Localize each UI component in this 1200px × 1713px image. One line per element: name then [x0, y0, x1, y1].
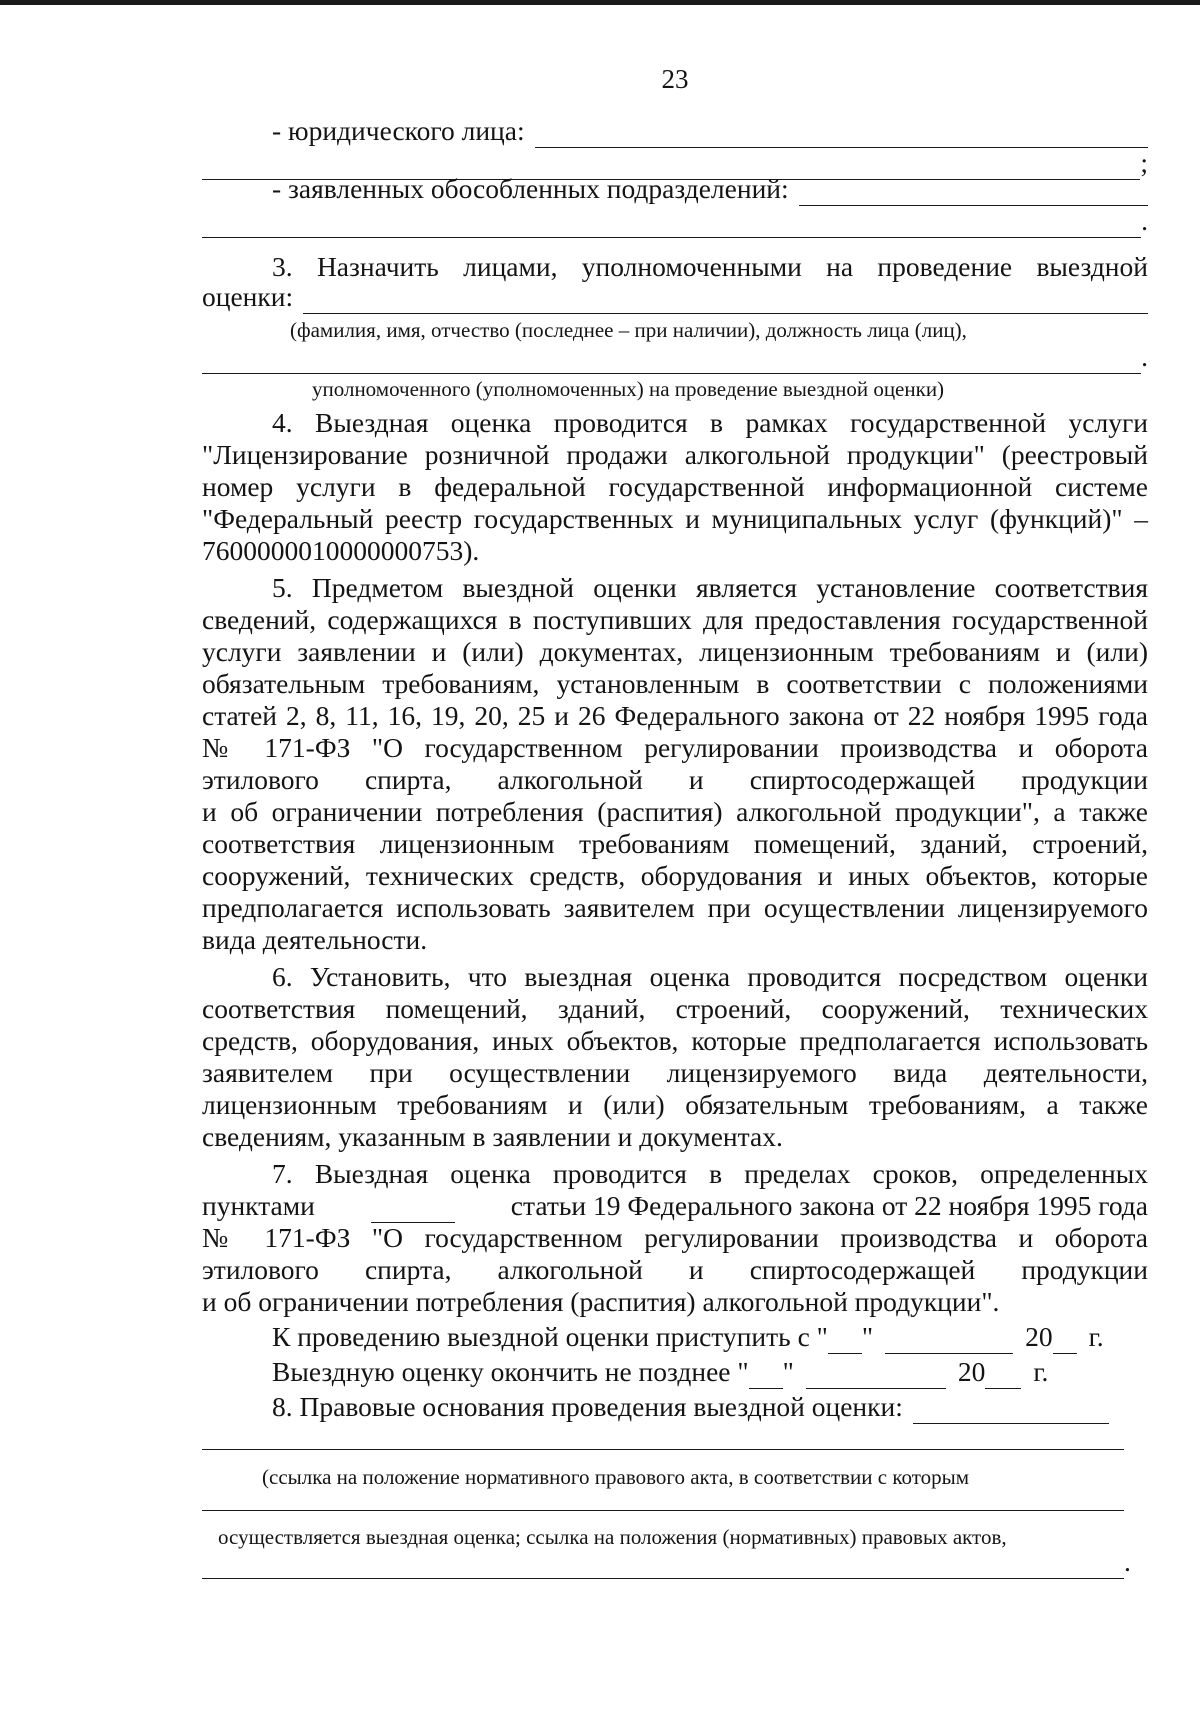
item5-line: услуги заявлении и (или) документах, лицензионным требованиям и (или)	[202, 636, 1148, 667]
legal-basis-blank-line	[202, 1424, 1124, 1450]
item3-blank	[303, 288, 1148, 314]
end-month-blank	[806, 1363, 946, 1389]
item3-line: 3. Назначить лицами, уполномоченными на проведение выездной	[272, 251, 1148, 282]
legal-basis-caption: (ссылка на положение нормативного правового акта, в соответствии с которым	[262, 1465, 970, 1489]
start-date-label: К проведению выездной оценки приступить с "	[272, 1321, 828, 1352]
end-year-suffix: г.	[1033, 1356, 1049, 1387]
item4-line: 4. Выездная оценка проводится в рамках государственной услуги	[272, 407, 1148, 438]
item5-line: соответствия лицензионным требованиям помещений, зданий, строений,	[202, 828, 1148, 859]
item7-clauses-label: пунктами	[202, 1190, 315, 1221]
legal-basis-continuation	[202, 1424, 1148, 1450]
item5-line: обязательным требованиям, установленным в соответствии с положениями	[202, 668, 1148, 699]
legal-entity-blank	[535, 122, 1148, 148]
end-date-line	[202, 1355, 1148, 1389]
subdivisions-blank	[799, 180, 1148, 206]
item6-line: заявителем при осуществлении лицензируемого вида деятельности,	[202, 1057, 1148, 1088]
legal-entity-field	[202, 114, 1148, 148]
item5-line: сведений, содержащихся в поступивших для предоставления государственной	[202, 604, 1148, 635]
end-date-label: Выездную оценку окончить не позднее "	[272, 1356, 749, 1387]
item5-line: статей 2, 8, 11, 16, 19, 20, 25 и 26 Федерального закона от 22 ноября 1995 года	[202, 700, 1148, 731]
start-month-blank	[885, 1328, 1013, 1354]
subdivisions-continuation	[202, 204, 1148, 238]
legal-basis-blank-line-2	[202, 1485, 1124, 1511]
legal-entity-label: - юридического лица:	[272, 115, 525, 146]
item6-line: лицензионным требованиям и (или) обязательным требованиям, а также	[202, 1089, 1148, 1120]
subdivisions-label: - заявленных обособленных подразделений:	[272, 173, 789, 204]
item3-caption-2: уполномоченного (уполномоченных) на проведение выездной оценки)	[312, 377, 945, 401]
end-year-blank	[985, 1363, 1021, 1389]
item7-clauses-line	[202, 1189, 1148, 1223]
page-number: 23	[661, 64, 689, 94]
start-year-prefix: 20	[1025, 1321, 1053, 1352]
item3-blank-line	[202, 348, 1141, 374]
item3-label: оценки:	[202, 281, 294, 312]
item7-line: 7. Выездная оценка проводится в пределах сроков, определенных	[272, 1158, 1148, 1189]
end-quote: "	[782, 1356, 794, 1387]
item6-line: сведениям, указанным в заявлении и документах.	[202, 1121, 783, 1152]
start-day-blank	[828, 1328, 862, 1354]
item7-line: этилового спирта, алкогольной и спиртосодержащей продукции	[202, 1254, 1148, 1285]
item3-end: .	[1141, 341, 1148, 372]
legal-basis-field	[202, 1390, 1148, 1424]
legal-entity-end: ;	[1140, 147, 1148, 178]
item6-line: 6. Установить, что выездная оценка проводится посредством оценки	[272, 961, 1148, 992]
legal-basis-end: .	[1124, 1546, 1131, 1577]
legal-basis-continuation-3	[202, 1545, 1148, 1579]
item6-line: соответствия помещений, зданий, строений, сооружений, технических	[202, 993, 1148, 1024]
legal-basis-caption-2: осуществляется выездная оценка; ссылка на положения (нормативных) правовых актов,	[218, 1525, 1007, 1549]
item4-line: 7600000010000000753).	[202, 535, 480, 566]
subdivisions-end: .	[1141, 205, 1148, 236]
subdivisions-field	[202, 172, 1148, 206]
item5-line: 5. Предметом выездной оценки является установление соответствия	[272, 572, 1148, 603]
item5-line: № 171-ФЗ "О государственном регулировании производства и оборота	[202, 732, 1148, 763]
item3-caption: (фамилия, имя, отчество (последнее – при наличии), должность лица (лиц),	[290, 318, 967, 342]
start-year-suffix: г.	[1088, 1321, 1104, 1352]
end-day-blank	[749, 1363, 783, 1389]
item7-line: и об ограничении потребления (распития) алкогольной продукции".	[202, 1286, 1000, 1317]
legal-basis-blank-line-3	[202, 1553, 1124, 1579]
end-year-prefix: 20	[957, 1356, 986, 1387]
item7-clauses-text: статьи 19 Федерального закона от 22 ноября 1995 года	[510, 1190, 1148, 1221]
item4-line: "Лицензирование розничной продажи алкогольной продукции" (реестровый	[202, 439, 1148, 470]
item7-line: № 171-ФЗ "О государственном регулировании производства и оборота	[202, 1222, 1148, 1253]
subdivisions-blank-line	[202, 212, 1141, 238]
item5-line: предполагается использовать заявителем при осуществлении лицензируемого	[202, 892, 1148, 923]
start-date-line	[202, 1320, 1148, 1354]
legal-basis-blank	[913, 1398, 1109, 1424]
item5-line: этилового спирта, алкогольной и спиртосодержащей продукции	[202, 764, 1148, 795]
item7-clauses-blank	[371, 1197, 455, 1223]
item3-continuation	[202, 340, 1148, 374]
item5-line: сооружений, технических средств, оборудования и иных объектов, которые	[202, 860, 1148, 891]
legal-basis-label: 8. Правовые основания проведения выездной оценки:	[272, 1391, 903, 1422]
item5-line: вида деятельности.	[202, 924, 428, 955]
item4-line: "Федеральный реестр государственных и муниципальных услуг (функций)" –	[202, 503, 1148, 534]
item3-assignees-field	[202, 280, 1148, 314]
scan-edge-line	[0, 0, 1200, 5]
legal-basis-continuation-2	[202, 1485, 1148, 1511]
item5-line: и об ограничении потребления (распития) алкогольной продукции", а также	[202, 796, 1148, 827]
item6-line: средств, оборудования, иных объектов, которые предполагается использовать	[202, 1025, 1148, 1056]
start-year-blank	[1053, 1328, 1077, 1354]
item4-line: номер услуги в федеральной государственной информационной системе	[202, 471, 1148, 502]
start-quote: "	[861, 1321, 874, 1352]
